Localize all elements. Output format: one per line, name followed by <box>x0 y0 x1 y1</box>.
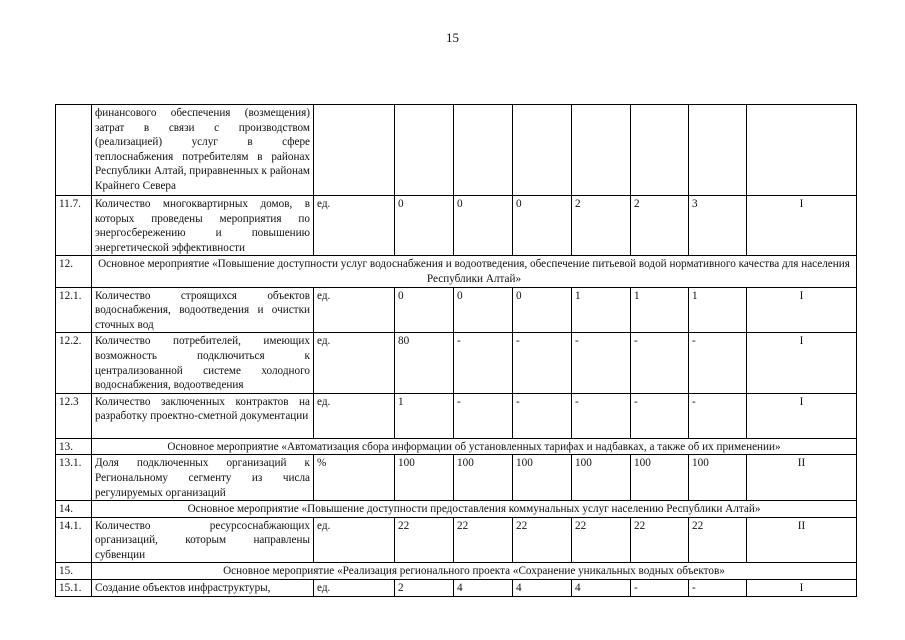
value-cell: 80 <box>395 333 454 393</box>
row-number: 13. <box>56 438 92 455</box>
value-cell: - <box>454 393 513 438</box>
value-cell: 100 <box>689 455 747 501</box>
table-body <box>56 105 857 597</box>
unit-cell: ед. <box>314 287 395 333</box>
value-cell <box>395 105 454 196</box>
indicator-description: Количество строящихся объектов водоснабжения, водоотведения и очистки сточных вод <box>92 287 314 333</box>
value-cell <box>631 105 689 196</box>
level-cell: I <box>747 196 857 256</box>
table-row <box>56 333 857 393</box>
value-cell: - <box>631 333 689 393</box>
value-cell: 1 <box>572 287 631 333</box>
unit-cell: % <box>314 455 395 501</box>
row-number: 11.7. <box>56 196 92 256</box>
indicator-description: Количество многоквартирных домов, в которых проведены мероприятия по энергосбережению и повышению энергетической эффективности <box>92 196 314 256</box>
value-cell: - <box>572 333 631 393</box>
section-row <box>56 438 857 455</box>
row-number: 14.1. <box>56 517 92 563</box>
value-cell: - <box>689 333 747 393</box>
section-title: Основное мероприятие «Автоматизация сбора информации об установленных тарифах и надбавках, а также об их применении» <box>92 438 857 455</box>
unit-cell <box>314 105 395 196</box>
row-number: 13.1. <box>56 455 92 501</box>
value-cell: 1 <box>395 393 454 438</box>
value-cell: 22 <box>454 517 513 563</box>
section-row <box>56 256 857 287</box>
value-cell: 22 <box>689 517 747 563</box>
value-cell: 100 <box>454 455 513 501</box>
unit-cell: ед. <box>314 517 395 563</box>
table-row <box>56 455 857 501</box>
value-cell: 0 <box>454 287 513 333</box>
level-cell: I <box>747 333 857 393</box>
level-cell: I <box>747 287 857 333</box>
row-number <box>56 105 92 196</box>
row-number: 14. <box>56 501 92 518</box>
section-title: Основное мероприятие «Повышение доступности услуг водоснабжения и водоотведения, обеспечение питьевой водой нормативного качества для населения Республики Алтай» <box>92 256 857 287</box>
level-cell: I <box>747 580 857 597</box>
unit-cell: ед. <box>314 333 395 393</box>
value-cell: 0 <box>454 196 513 256</box>
indicators-table <box>55 104 857 597</box>
indicator-description: финансового обеспечения (возмещения) затрат в связи с производством (реализацией) услуг в сфере теплоснабжения потребителям в районах Республики Алтай, приравненных к районам Крайнего Севера <box>92 105 314 196</box>
value-cell: - <box>689 393 747 438</box>
table-row <box>56 105 857 196</box>
value-cell: - <box>454 333 513 393</box>
row-number: 15. <box>56 563 92 580</box>
value-cell: 4 <box>513 580 572 597</box>
row-number: 12.3 <box>56 393 92 438</box>
table-row <box>56 580 857 597</box>
value-cell: - <box>631 580 689 597</box>
indicator-description: Создание объектов инфраструктуры, <box>92 580 314 597</box>
value-cell: 22 <box>572 517 631 563</box>
value-cell <box>689 105 747 196</box>
unit-cell: ед. <box>314 580 395 597</box>
value-cell <box>454 105 513 196</box>
row-number: 12. <box>56 256 92 287</box>
level-cell: I <box>747 393 857 438</box>
value-cell: 0 <box>513 287 572 333</box>
value-cell <box>513 105 572 196</box>
value-cell: 0 <box>513 196 572 256</box>
value-cell: 100 <box>513 455 572 501</box>
value-cell: - <box>689 580 747 597</box>
row-number: 12.1. <box>56 287 92 333</box>
value-cell: - <box>572 393 631 438</box>
value-cell: 4 <box>454 580 513 597</box>
indicator-description: Количество потребителей, имеющих возможность подключиться к централизованной системе холодного водоснабжения, водоотведения <box>92 333 314 393</box>
value-cell: 1 <box>689 287 747 333</box>
row-number: 15.1. <box>56 580 92 597</box>
table-row <box>56 517 857 563</box>
section-title: Основное мероприятие «Повышение доступности предоставления коммунальных услуг населению Республики Алтай» <box>92 501 857 518</box>
value-cell: 100 <box>395 455 454 501</box>
value-cell: 0 <box>395 196 454 256</box>
unit-cell: ед. <box>314 393 395 438</box>
indicator-description: Количество заключенных контрактов на разработку проектно-сметной документации <box>92 393 314 438</box>
value-cell: 2 <box>631 196 689 256</box>
value-cell: 100 <box>631 455 689 501</box>
value-cell: 3 <box>689 196 747 256</box>
value-cell <box>572 105 631 196</box>
section-title: Основное мероприятие «Реализация регионального проекта «Сохранение уникальных водных объектов» <box>92 563 857 580</box>
value-cell: - <box>513 393 572 438</box>
value-cell: 22 <box>631 517 689 563</box>
table-row <box>56 287 857 333</box>
indicator-description: Количество ресурсоснабжающих организаций, которым направлены субвенции <box>92 517 314 563</box>
value-cell: 100 <box>572 455 631 501</box>
table-row <box>56 393 857 438</box>
section-row <box>56 501 857 518</box>
section-row <box>56 563 857 580</box>
value-cell: 2 <box>395 580 454 597</box>
value-cell: 22 <box>513 517 572 563</box>
indicator-description: Доля подключенных организаций к Региональному сегменту из числа регулируемых организаций <box>92 455 314 501</box>
value-cell: 4 <box>572 580 631 597</box>
value-cell: 1 <box>631 287 689 333</box>
level-cell <box>747 105 857 196</box>
value-cell: - <box>513 333 572 393</box>
value-cell: 0 <box>395 287 454 333</box>
value-cell: - <box>631 393 689 438</box>
unit-cell: ед. <box>314 196 395 256</box>
table-row <box>56 196 857 256</box>
level-cell: II <box>747 455 857 501</box>
page-number: 15 <box>446 30 459 45</box>
row-number: 12.2. <box>56 333 92 393</box>
value-cell: 2 <box>572 196 631 256</box>
value-cell: 22 <box>395 517 454 563</box>
level-cell: II <box>747 517 857 563</box>
